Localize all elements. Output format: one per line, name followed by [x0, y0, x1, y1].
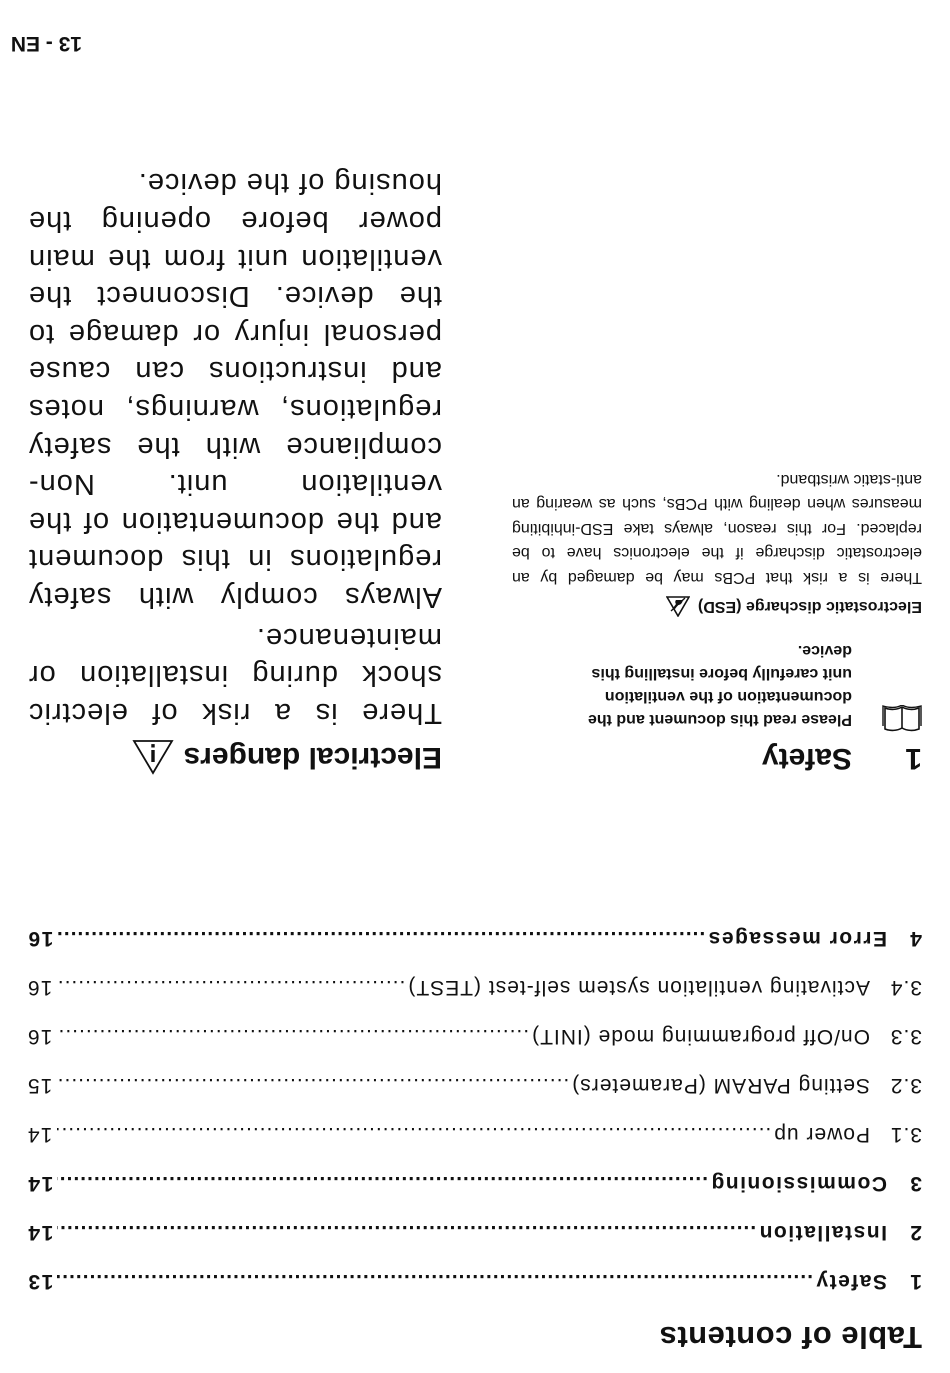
page-number: 13 - EN [10, 32, 82, 55]
toc-entry[interactable] [27, 1146, 922, 1195]
electrical-dangers-title: Electrical dangers [183, 741, 442, 774]
toc-entry-page: 15 [27, 1074, 53, 1097]
toc-entry-page: 14 [27, 1123, 53, 1146]
esd-title: Electrostatic discharge (ESD) [697, 598, 922, 616]
toc-entry-label: Commissioning [709, 1172, 887, 1195]
electrical-dangers-body: Always comply with safety regulations in this document and the documentation of the ventilation unit. Non-compliance with the safety regulations, warnings, notes and instructions can cause personal injury or damage to the device. Disconnect the ventilation unit from the main power before opening the housing of the device. [28, 167, 442, 613]
toc-leader-dots [57, 1073, 569, 1097]
toc-entry-page: 14 [27, 1172, 54, 1195]
book-icon [882, 705, 922, 733]
toc-entry-page: 16 [27, 927, 54, 950]
toc-entry[interactable] [27, 999, 922, 1048]
toc-entry[interactable] [27, 901, 922, 950]
warning-triangle-icon [132, 739, 174, 775]
toc-entry-number: 4 [908, 927, 922, 950]
toc-entry-number: 3.2 [889, 1074, 922, 1097]
toc-leader-dots [57, 1122, 771, 1146]
toc-leader-dots [57, 1220, 756, 1244]
toc-entry-label: Error messages [707, 927, 887, 950]
table-of-contents [27, 901, 922, 1293]
esd-warning-icon [666, 596, 690, 617]
toc-entry-page: 14 [27, 1221, 54, 1244]
toc-entry-number: 1 [908, 1270, 922, 1293]
toc-entry-number: 3.1 [889, 1123, 922, 1146]
read-note-text: Please read this document and the documentation of the ventilation unit carefully before installing this device. [587, 642, 852, 728]
electrical-dangers-intro: There is a risk of electric shock during installation or maintenance. [28, 621, 442, 729]
toc-leader-dots [57, 926, 705, 950]
toc-entry[interactable] [27, 1244, 922, 1293]
esd-heading [666, 596, 922, 617]
toc-entry-number: 3.3 [889, 1025, 922, 1048]
read-documentation-note [502, 639, 922, 733]
toc-entry[interactable] [27, 950, 922, 999]
toc-entry-label: Safety [814, 1270, 887, 1293]
toc-entry-page: 13 [27, 1270, 54, 1293]
safety-heading [762, 741, 922, 775]
toc-leader-dots [57, 1024, 529, 1048]
toc-leader-dots [57, 1269, 813, 1293]
esd-text: There is a risk that PCBs may be damaged by an electrostatic discharge if the electronics have to be replaced. For this reason, always take ESD-inhibiting measures when dealing with PCBs, such as wearing an anti-static wristband. [512, 471, 922, 586]
toc-entry[interactable] [27, 1048, 922, 1097]
toc-entry-label: Power up [773, 1123, 870, 1146]
toc-entry-page: 16 [27, 976, 53, 999]
toc-leader-dots [57, 1171, 708, 1195]
section-title: Safety [761, 742, 852, 775]
toc-entry-label: Installation [758, 1221, 887, 1244]
toc-entry-label: Activating ventilation system self-test (TEST) [407, 976, 870, 999]
toc-entry-number: 3.4 [889, 976, 922, 999]
toc-entry-number: 2 [908, 1221, 922, 1244]
toc-entry-label: On/Off programming mode (INIT) [531, 1025, 870, 1048]
section-number: 1 [905, 742, 922, 775]
toc-entry[interactable] [27, 1097, 922, 1146]
toc-entry-page: 16 [27, 1025, 53, 1048]
toc-leader-dots [57, 975, 405, 999]
toc-entry[interactable] [27, 1195, 922, 1244]
toc-entry-label: Setting PARAM (Parameters) [571, 1074, 870, 1097]
electrical-dangers-heading [132, 739, 442, 775]
toc-entry-number: 3 [908, 1172, 922, 1195]
toc-title: Table of contents [659, 1320, 922, 1355]
